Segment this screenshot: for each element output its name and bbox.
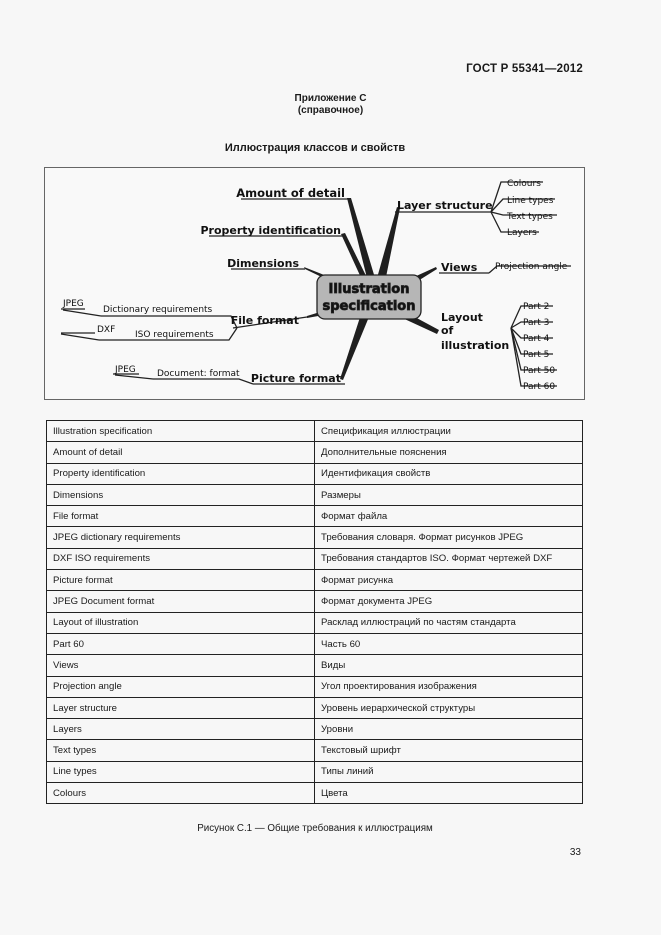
- leaf-part-50: Part 50: [523, 366, 556, 376]
- terms-table: [46, 420, 583, 804]
- figure-caption: Рисунок С.1 — Общие требования к иллюстрациям: [197, 823, 433, 834]
- term-russian: Требования стандартов ISO. Формат чертежей DXF: [315, 548, 583, 569]
- table-row: [47, 527, 583, 548]
- table-row: [47, 740, 583, 761]
- leaf-colours: Colours: [507, 179, 541, 189]
- term-english: Amount of detail: [47, 442, 315, 463]
- table-row: [47, 570, 583, 591]
- node-dimensions: Dimensions: [227, 257, 299, 270]
- term-english: Colours: [47, 783, 315, 804]
- table-row: [47, 463, 583, 484]
- table-row: [47, 697, 583, 718]
- node-picture-format: Picture format: [250, 372, 341, 385]
- term-russian: Виды: [315, 655, 583, 676]
- table-row: [47, 421, 583, 442]
- node-layer-structure: Layer structure: [397, 199, 493, 212]
- term-russian: Формат файла: [315, 506, 583, 527]
- leaf-part-3: Part 3: [523, 318, 550, 328]
- node-layout-line-1: Layout: [441, 311, 483, 324]
- table-row: [47, 442, 583, 463]
- term-english: File format: [47, 506, 315, 527]
- table-row: [47, 633, 583, 654]
- node-document-format: Document: format: [157, 369, 240, 379]
- node-amount-of-detail: Amount of detail: [236, 186, 345, 200]
- branch-layer-structure: [377, 207, 400, 282]
- node-views: Views: [441, 261, 478, 274]
- term-english: Layers: [47, 719, 315, 740]
- term-english: Layer structure: [47, 697, 315, 718]
- term-english: DXF ISO requirements: [47, 548, 315, 569]
- term-russian: Часть 60: [315, 633, 583, 654]
- term-russian: Формат рисунка: [315, 570, 583, 591]
- annex-title: Приложение С: [294, 93, 367, 104]
- table-row: [47, 719, 583, 740]
- table-row: [47, 655, 583, 676]
- table-row: [47, 761, 583, 782]
- term-english: Line types: [47, 761, 315, 782]
- term-russian: Расклад иллюстраций по частям стандарта: [315, 612, 583, 633]
- term-english: Part 60: [47, 633, 315, 654]
- term-russian: Идентификация свойств: [315, 463, 583, 484]
- mindmap-leaf-lines: [61, 182, 571, 386]
- table-row: [47, 506, 583, 527]
- term-russian: Размеры: [315, 484, 583, 505]
- section-title: Иллюстрация классов и свойств: [224, 142, 406, 154]
- mindmap-figure: [44, 167, 585, 400]
- term-russian: Требования словаря. Формат рисунков JPEG: [315, 527, 583, 548]
- table-row: [47, 612, 583, 633]
- node-jpeg-document: JPEG: [115, 365, 136, 375]
- term-english: Picture format: [47, 570, 315, 591]
- term-russian: Типы линий: [315, 761, 583, 782]
- table-row: [47, 484, 583, 505]
- term-english: Dimensions: [47, 484, 315, 505]
- table-row: [47, 591, 583, 612]
- leaf-layers: Layers: [507, 228, 537, 238]
- node-layout-line-3: illustration: [441, 339, 510, 352]
- node-iso-requirements: ISO requirements: [135, 330, 214, 340]
- node-dictionary-requirements: Dictionary requirements: [103, 305, 213, 315]
- annex-note: (справочное): [297, 105, 364, 116]
- leaf-part-60: Part 60: [523, 382, 556, 392]
- term-russian: Спецификация иллюстрации: [315, 421, 583, 442]
- leaf-part-4: Part 4: [523, 334, 550, 344]
- center-label-line-2: specification: [322, 299, 416, 314]
- center-label-line-1: Illustration: [328, 282, 410, 297]
- standard-code: ГОСТ Р 55341—2012: [466, 63, 583, 75]
- leaf-text-types: Text types: [507, 212, 553, 222]
- leaf-projection-angle: Projection angle: [495, 262, 568, 272]
- page-number: 33: [569, 847, 581, 858]
- term-english: Property identification: [47, 463, 315, 484]
- term-russian: Уровни: [315, 719, 583, 740]
- node-layout-line-2: of: [441, 324, 454, 337]
- term-english: Text types: [47, 740, 315, 761]
- terms-table-body: [47, 421, 583, 804]
- table-row: [47, 548, 583, 569]
- term-english: JPEG Document format: [47, 591, 315, 612]
- node-file-format: File format: [230, 314, 299, 327]
- leaf-part-5: Part 5: [523, 350, 550, 360]
- node-property-identification: Property identification: [200, 224, 341, 237]
- term-english: Layout of illustration: [47, 612, 315, 633]
- table-row: [47, 783, 583, 804]
- term-english: Views: [47, 655, 315, 676]
- mindmap-svg: [45, 168, 584, 399]
- term-russian: Дополнительные пояснения: [315, 442, 583, 463]
- term-english: Projection angle: [47, 676, 315, 697]
- leaf-part-2: Part 2: [523, 302, 550, 312]
- term-russian: Формат документа JPEG: [315, 591, 583, 612]
- term-russian: Уровень иерархической структуры: [315, 697, 583, 718]
- term-russian: Цвета: [315, 783, 583, 804]
- term-english: JPEG dictionary requirements: [47, 527, 315, 548]
- term-english: Illustration specification: [47, 421, 315, 442]
- term-russian: Угол проектирования изображения: [315, 676, 583, 697]
- node-dxf: DXF: [97, 325, 116, 335]
- term-russian: Текстовый шрифт: [315, 740, 583, 761]
- leaf-line-types: Line types: [507, 196, 554, 206]
- node-jpeg-dictionary: JPEG: [63, 299, 84, 309]
- table-row: [47, 676, 583, 697]
